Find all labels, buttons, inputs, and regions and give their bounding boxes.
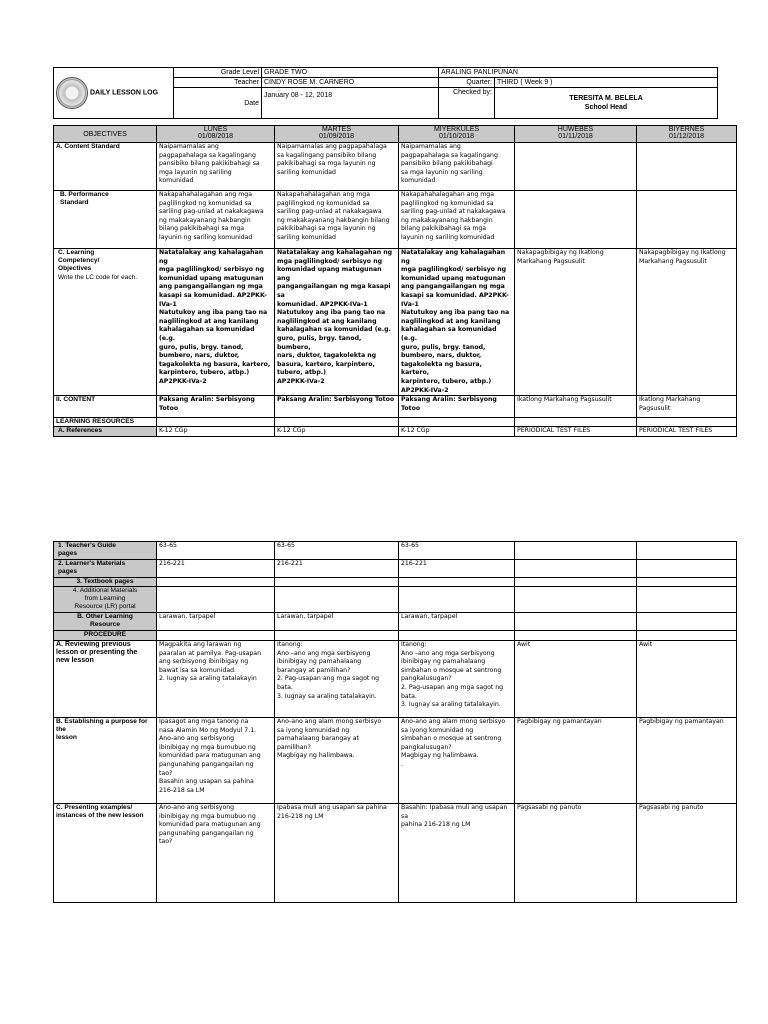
checker-role: School Head <box>584 104 628 111</box>
date-label <box>174 88 262 119</box>
presenting-label: C. Presenting examples/ instances of the new lesson <box>54 804 157 903</box>
review-cell: Magpakita ang larawan ng paaralan at pamilya. Pag-usapan ang serbisyong ibinibigay ng bawat isa sa komunidad. 2. Iugnay sa araling tatalakayin <box>157 641 275 718</box>
review-row <box>54 641 737 718</box>
learners-materials-cell: 216-221 <box>275 560 399 578</box>
references-label: A. References <box>54 427 157 437</box>
day-header-biyernes <box>637 126 737 143</box>
references-cell: K-12 CGp <box>399 427 515 437</box>
resources-label: LEARNING RESOURCES <box>54 418 157 427</box>
purpose-cell: Ano-ano ang alam mong serbisyo sa iyong komunidad ng pamahalaang barangay at pamilihan? Magbigay ng halimbawa. <box>275 718 399 804</box>
day-date: 01/08/2018 <box>197 133 234 140</box>
teachers-guide-label: 1. Teacher's Guide pages <box>54 542 157 560</box>
teachers-guide-cell: 63-65 <box>157 542 275 560</box>
checker-name: TERESITA M. BELELA <box>569 95 643 102</box>
objectives-header: OBJECTIVES <box>54 126 157 143</box>
day-name: MARTES <box>321 126 352 133</box>
procedure-table <box>53 541 737 903</box>
day-header-lunes <box>157 126 275 143</box>
presenting-row <box>54 804 737 903</box>
teachers-guide-cell <box>637 542 737 560</box>
content-cell: Ikatlong Markahang Pagsusulit <box>515 396 637 418</box>
procedure-row <box>54 631 737 641</box>
day-date: 01/09/2018 <box>318 133 355 140</box>
textbook-row <box>54 578 737 587</box>
subject-value: ARALING PANLIPUNAN <box>439 68 718 78</box>
learners-materials-cell: 216-221 <box>157 560 275 578</box>
day-date: 01/12/2018 <box>668 133 705 140</box>
competency-note: Write the LC code for each. <box>58 274 138 281</box>
teachers-guide-cell: 63-65 <box>399 542 515 560</box>
other-resource-cell <box>515 613 637 631</box>
teacher-label: Teacher <box>174 78 262 88</box>
day-name: LUNES <box>203 126 228 133</box>
teachers-guide-cell: 63-65 <box>275 542 399 560</box>
learners-materials-cell: 216-221 <box>399 560 515 578</box>
teachers-guide-cell <box>515 542 637 560</box>
performance-standard-label: B. Performance Standard <box>54 191 157 249</box>
review-cell: Awit <box>637 641 737 718</box>
quarter-label: Quarter: <box>439 78 495 88</box>
learners-materials-label: 2. Learner's Materials pages <box>54 560 157 578</box>
purpose-row <box>54 718 737 804</box>
purpose-cell: Ipasagot ang mga tanong na nasa Alamin Mo ng Modyul 7.1. Ano-ano ang serbisyong ibinibigay ng mga bumubuo ng komunidad para matugunan ang pangunahing pangangailan ng tao? Basahin ang usapan sa pahina 216-218 sa LM <box>157 718 275 804</box>
page-title: DAILY LESSON LOG <box>89 89 159 97</box>
performance-standard-cell <box>515 191 637 249</box>
review-cell: Itanong: Ano –ano ang mga serbisyong ibinibigay ng pamahalaang simbahan o mosque at sentrong pangkalusugan? 2. Pag-usapan ang mga sagot ng bata. 3. Iugnay sa araling tatalakayin. <box>399 641 515 718</box>
purpose-label: B. Establishing a purpose for the lesson <box>54 718 157 804</box>
day-header-martes <box>275 126 399 143</box>
checked-by-label: Checked by: <box>439 88 495 119</box>
other-resource-cell: Larawan, tarpapel <box>157 613 275 631</box>
other-resource-cell: Larawan, tarpapel <box>275 613 399 631</box>
content-standard-row <box>54 143 737 191</box>
content-cell: Ikatlong Markahang Pagsusulit <box>637 396 737 418</box>
content-standard-cell: Naipamamalas ang pagpapahalaga sa kagalingang pansibiko bilang pakikibahagi sa mga layunin ng sariling komunidad <box>157 143 275 191</box>
content-standard-cell: Naipamamalas ang pagpapahalaga sa kagalingang pansibiko bilang pakikibahagi sa mga layunin ng sariling komunidad <box>275 143 399 191</box>
references-cell: PERIODICAL TEST FILES <box>637 427 737 437</box>
other-resource-label: B. Other Learning Resource <box>54 613 157 631</box>
content-standard-cell <box>637 143 737 191</box>
header-table <box>53 67 718 119</box>
content-standard-cell <box>515 143 637 191</box>
review-label: A. Reviewing previous lesson or presenting the new lesson <box>54 641 157 718</box>
presenting-cell: Pagsasabi ng panuto <box>637 804 737 903</box>
presenting-cell: Ipabasa muli ang usapan sa pahina 216-218 ng LM <box>275 804 399 903</box>
references-cell: K-12 CGp <box>157 427 275 437</box>
presenting-cell: Basahin: Ipabasa muli ang usapan sa pahina 216-218 ng LM <box>399 804 515 903</box>
competency-cell: Natatalakay ang kahalagahan ng mga paglilingkod/ serbisyo ng komunidad upang matugunan ang pangangailangan ng mga kasapi sa komunidad. AP2PKK- IVa-1 Natutukoy ang iba pang tao na naglilingkod at ang kanilang kahalagahan sa komunidad (e.g. guro, pulis, brgy. tanod, bumbero, nars, duktor, tagakolekta ng basura, kartero, karpintero, tubero, atbp.) AP2PKK-IVa-2 <box>399 249 515 396</box>
teachers-guide-row <box>54 542 737 560</box>
deped-seal-icon <box>56 77 88 109</box>
presenting-cell: Pagsasabi ng panuto <box>515 804 637 903</box>
logo-title-cell <box>54 68 174 119</box>
purpose-cell: Ano-ano ang alam mong serbisyo sa iyong komunidad ng simbahan o mosque at sentrong pangkalusugan? Magbigay ng halimbawa. . <box>399 718 515 804</box>
content-cell: Paksang Aralin: Serbisyong Totoo <box>399 396 515 418</box>
additional-materials-label: 4. Additional Materials from Learning Resource (LR) portal <box>54 587 157 613</box>
review-cell: Awit <box>515 641 637 718</box>
purpose-cell: Pagbibigay ng pamantayan <box>515 718 637 804</box>
learners-materials-cell <box>515 560 637 578</box>
date-label-text: Date <box>244 99 259 107</box>
day-name: BIYERNES <box>668 126 705 133</box>
objectives-table <box>53 125 737 437</box>
competency-cell: Nakapagbibigay ng Ikatlong Markahang Pagsusulit <box>637 249 737 396</box>
day-date: 01/10/2018 <box>438 133 475 140</box>
competency-cell: Natatalakay ang kahalagahan ng mga paglilingkod/ serbisyo ng komunidad upang matugunan ang pangangailangan ng mga kasapi sa komunidad. AP2PKK-IVa-1 Natutukoy ang iba pang tao na naglilingkod at ang kanilang kahalagahan sa komunidad (e.g. guro, pulis, brgy. tanod, bumbero, nars, duktor, tagakolekta ng basura, kartero, karpintero, tubero, atbp.) AP2PKK-IVa-2 <box>275 249 399 396</box>
day-name: MIYERKULES <box>433 126 480 133</box>
content-standard-cell: Naipamamalas ang pagpapahalaga sa kagalingang pansibiko bilang pakikibahagi sa mga layunin ng sariling komunidad <box>399 143 515 191</box>
day-date: 01/11/2018 <box>558 133 593 140</box>
presenting-cell: Ano-ano ang serbisyong ibinibigay ng mga bumubuo ng komunidad para matugunan ang pangunahing pangangailan ng tao? <box>157 804 275 903</box>
purpose-cell: Pagbibigay ng pamantayan <box>637 718 737 804</box>
references-cell: K-12 CGp <box>275 427 399 437</box>
references-row <box>54 427 737 437</box>
content-standard-label: A. Content Standard <box>54 143 157 191</box>
content-cell: Paksang Aralin: Serbisyong Totoo <box>157 396 275 418</box>
textbook-label: 3. Textbook pages <box>54 578 157 587</box>
day-name: HUWEBES <box>557 126 594 133</box>
learners-materials-row <box>54 560 737 578</box>
competency-label-cell <box>54 249 157 396</box>
grade-level-value: GRADE TWO <box>262 68 439 78</box>
references-cell: PERIODICAL TEST FILES <box>515 427 637 437</box>
performance-standard-cell: Nakapahahalagahan ang mga paglilingkod ng komunidad sa sariling pag-unlad at nakakagawa ng makakayanang hakbangin bilang pakikibahagi sa mga layunin ng sariling komunidad <box>157 191 275 249</box>
content-cell: Paksang Aralin: Serbisyong Totoo <box>275 396 399 418</box>
day-header-miyerkules <box>399 126 515 143</box>
additional-materials-row <box>54 587 737 613</box>
other-resource-row <box>54 613 737 631</box>
day-header-huwebes <box>515 126 637 143</box>
performance-standard-cell <box>637 191 737 249</box>
review-cell: Itanong: Ano –ano ang mga serbisyong ibinibigay ng pamahalaang barangay at pamilihan? 2. Pag-usapan ang mga sagot ng bata. 3. Iugnay sa araling tatalakayin. <box>275 641 399 718</box>
competency-cell: Nakapagbibigay ng Ikatlong Markahang Pagsusulit <box>515 249 637 396</box>
procedure-label: PROCEDURE <box>54 631 157 641</box>
quarter-value: THIRD ( Week 9 ) <box>495 78 718 88</box>
competency-cell: Natatalakay ang kahalagahan ng mga paglilingkod/ serbisyo ng komunidad upang matugunan ang pangangailangan ng mga kasapi sa komunidad. AP2PKK- IVa-1 Natutukoy ang iba pang tao na naglilingkod at ang kanilang kahalagahan sa komunidad (e.g. guro, pulis, brgy. tanod, bumbero, nars, duktor, tagakolekta ng basura, kartero, karpintero, tubero, atbp.) AP2PKK-IVa-2 <box>157 249 275 396</box>
content-row <box>54 396 737 418</box>
performance-standard-cell: Nakapahahalagahan ang mga paglilingkod ng komunidad sa sariling pag-unlad at nakakagawa ng makakayanang hakbangin bilang pakikibahagi sa mga layunin ng sariling komunidad <box>275 191 399 249</box>
competency-label: C. Learning Competency/ Objectives <box>58 249 100 272</box>
performance-standard-cell: Nakapahahalagahan ang mga paglilingkod ng komunidad sa sariling pag-unlad at nakakagawa ng makakayanang hakbangin bilang pakikibahagi sa mga layunin ng sariling komunidad <box>399 191 515 249</box>
date-value: January 08 - 12, 2018 <box>262 88 439 119</box>
competency-row <box>54 249 737 396</box>
other-resource-cell <box>637 613 737 631</box>
grade-level-label: Grade Level <box>174 68 262 78</box>
checker-cell <box>495 88 718 119</box>
performance-standard-row <box>54 191 737 249</box>
other-resource-cell: Larawan, tarpapel <box>399 613 515 631</box>
learners-materials-cell <box>637 560 737 578</box>
resources-row <box>54 418 737 427</box>
teacher-value: CINDY ROSE M. CARNERO <box>262 78 439 88</box>
content-label: II. CONTENT <box>54 396 157 418</box>
